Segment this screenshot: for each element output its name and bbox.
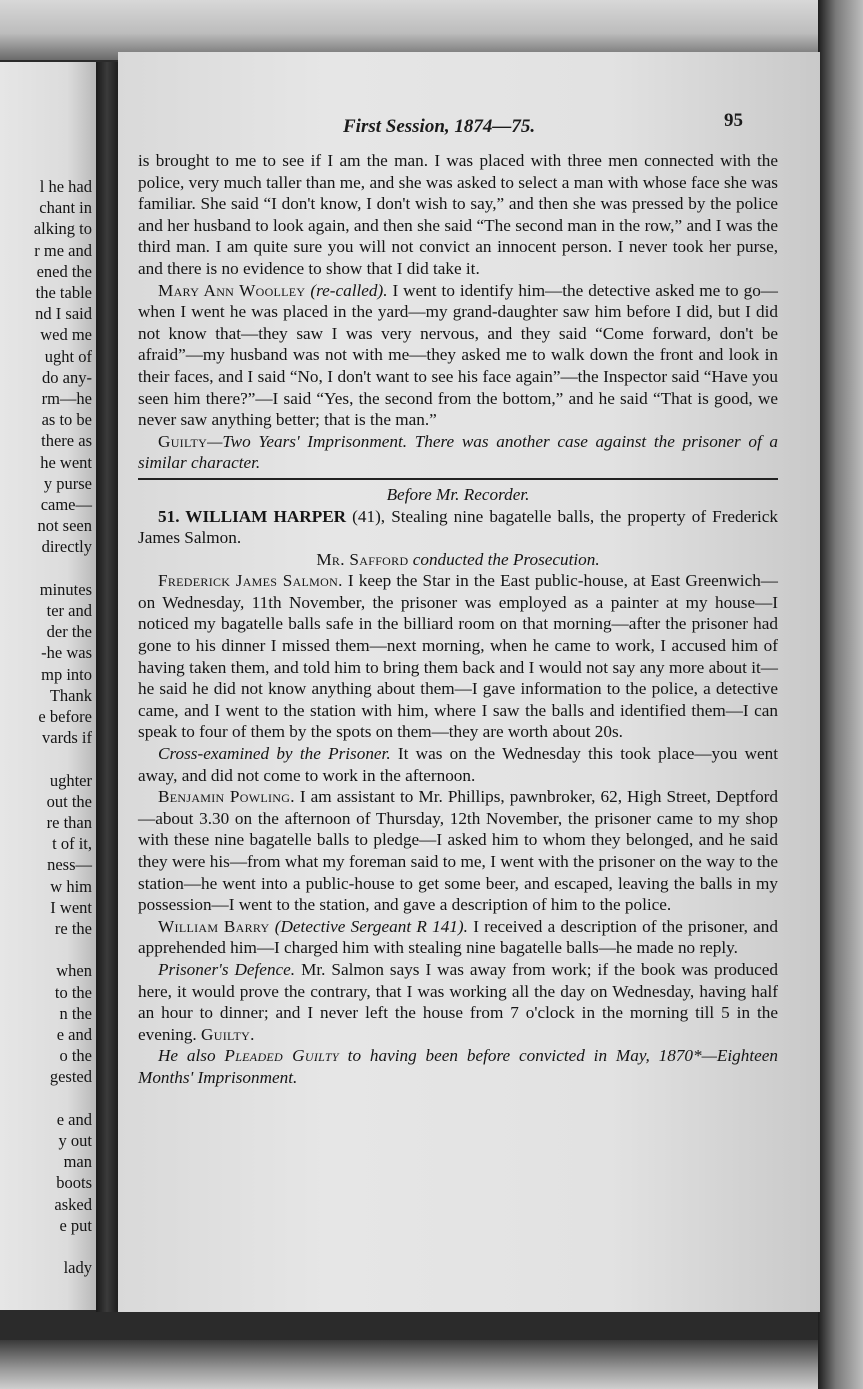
facing-page-line: rm—he xyxy=(41,389,92,408)
prosecutor-name: Mr. Safford xyxy=(316,549,409,569)
facing-page-line: e put xyxy=(59,1215,92,1235)
facing-page-line: came— xyxy=(40,495,92,514)
barry-name: William Barry xyxy=(158,916,270,936)
facing-page-line: e and xyxy=(56,1025,92,1044)
powling-name: Benjamin Powling. xyxy=(158,787,295,807)
facing-page-line: ughter xyxy=(49,770,92,790)
scan-bottom-edge xyxy=(0,1340,863,1389)
facing-page-line: ught of xyxy=(44,346,92,366)
facing-page-line: ness— xyxy=(47,855,92,875)
woolley-testimony xyxy=(138,280,778,431)
facing-page-line: minutes xyxy=(39,579,92,599)
facing-page-line: ter and xyxy=(46,601,92,620)
facing-page-line: chant in xyxy=(39,198,92,218)
case-age: (41), xyxy=(346,506,386,526)
final-part-1: He also xyxy=(158,1046,225,1066)
facing-page-line: alking to xyxy=(33,219,92,239)
prosecution-text: conducted the Prosecution. xyxy=(408,549,600,569)
facing-page-line: do any- xyxy=(42,367,92,387)
facing-page-line: man xyxy=(63,1152,92,1172)
facing-page-line: -he was xyxy=(41,643,92,663)
facing-page-line: Thank xyxy=(49,685,92,705)
prosecution-line xyxy=(138,549,778,571)
facing-page-line: r me and xyxy=(34,240,92,260)
facing-page-line: asked xyxy=(54,1194,92,1214)
facing-page-line: to the xyxy=(54,982,92,1002)
final-part-2: to having been before convicted in May, 1870*—Eighteen Months' Imprisonment. xyxy=(138,1046,778,1087)
facing-page-line: e and xyxy=(56,1109,92,1129)
document-page xyxy=(118,52,820,1312)
case-heading xyxy=(138,506,778,549)
facing-page-line: there as xyxy=(41,431,92,451)
facing-page-line: l he had xyxy=(39,177,92,196)
witness-name: Mary Ann Woolley xyxy=(158,280,306,300)
facing-page-line: y out xyxy=(58,1131,92,1150)
facing-page-line: the table xyxy=(35,283,92,302)
facing-page-line: he went xyxy=(40,452,92,472)
page-number: 95 xyxy=(724,110,743,131)
facing-page-line: wed me xyxy=(40,325,92,345)
facing-page-line: when xyxy=(56,961,92,981)
facing-page-line: der the xyxy=(46,622,92,642)
witness-text: I went to identify him—the detective asked me to go—when I went he was placed in the yard—my grand-daughter saw him before I did, but I did not know that—they saw I was very nervous, and they said “Come forward, don't be afraid”—my husband was not with me—they asked me to walk down the front and look in their faces, and I said “No, I don't want to see his face again”—the Inspector said “Have you seen him there?”—I said “Yes, the second from the bottom,” and he said “That is good, we never saw anything better; that is the man.” xyxy=(138,280,778,430)
case-number-name: 51. WILLIAM HARPER xyxy=(158,506,347,526)
facing-page-line: as to be xyxy=(41,410,92,430)
facing-page-line: not seen xyxy=(37,516,92,536)
cross-examination xyxy=(138,743,778,786)
verdict-text: —Two Years' Imprisonment. There was another case against the prisoner of a similar character. xyxy=(138,431,778,473)
final-sentence xyxy=(138,1045,778,1088)
powling-testimony xyxy=(138,786,778,916)
final-pleaded: Pleaded Guilty xyxy=(224,1046,339,1066)
barry-testimony xyxy=(138,916,778,959)
prisoner-defence xyxy=(138,959,778,1045)
facing-page-line: gested xyxy=(49,1067,92,1087)
facing-page-line: directly xyxy=(41,537,92,557)
case-divider xyxy=(138,478,778,480)
salmon-testimony xyxy=(138,570,778,743)
scan-right-edge xyxy=(818,0,863,1389)
facing-page-line: ened the xyxy=(36,261,92,281)
salmon-text: I keep the Star in the East public-house, at East Greenwich—on Wednesday, 11th November, the prisoner was employed as a painter at my house—I noticed my bagatelle balls safe in the billiard room on that morning—after the prisoner had gone to his dinner I missed them—next morning, when he came to work, I accused him of having taken them, and told him to bring them back and I would not say any more about it—he said he did not know anything about them—I gave information to the police, a detective came, and I went to the station with him, where I saw the balls and identified them—I can speak to four of them by the spots on them—they are worth about 20s. xyxy=(138,571,778,742)
facing-page-line: I went xyxy=(50,897,92,917)
barry-text: I received a description of the prisoner, and apprehended him—I charged him with stealing nine bagatelle balls—he made no reply. xyxy=(138,916,778,958)
facing-page-line: e before xyxy=(38,707,92,726)
facing-page-line: o the xyxy=(59,1046,92,1066)
barry-note: (Detective Sergeant R 141). xyxy=(274,916,468,936)
running-title: First Session, 1874—75. xyxy=(343,116,536,137)
facing-page-line: y purse xyxy=(43,473,92,493)
facing-page-line: w him xyxy=(50,876,92,896)
facing-page-line: vards if xyxy=(42,728,92,748)
cross-text: It was on the Wednesday this took place—you went away, and did not come to work in the afternoon. xyxy=(138,744,778,785)
salmon-name: Frederick James Salmon. xyxy=(158,571,343,591)
facing-page-line: re the xyxy=(54,919,92,938)
cross-label: Cross-examined by the Prisoner. xyxy=(158,744,391,764)
witness-note: (re-called). xyxy=(310,280,388,300)
running-head xyxy=(118,110,820,140)
page-body xyxy=(138,150,778,1089)
case-charge: Stealing nine bagatelle balls, the property of Frederick James Salmon. xyxy=(138,506,778,548)
facing-page-line: lady xyxy=(63,1258,92,1278)
facing-page-line: n the xyxy=(59,1003,92,1023)
woolley-verdict xyxy=(138,431,778,474)
verdict-label: Guilty xyxy=(158,431,208,451)
prisoner-statement: is brought to me to see if I am the man. I was placed with three men connected with the police, very much taller than me, and she was asked to select a man with whose face she was familiar. She said “I don't know, I don't wish to say,” and then she was pressed by the police and her husband to look again, and then she said “The second man in the row,” and I was the third man. I am quite sure you will not convict an innocent person. I never took her purse, and there is no evidence to show that I did take it. xyxy=(138,151,778,278)
facing-page-line: boots xyxy=(56,1173,92,1193)
facing-page-line: nd I said xyxy=(35,304,92,324)
facing-page-line: mp into xyxy=(41,664,92,684)
harper-verdict: Guilty. xyxy=(201,1024,255,1044)
facing-page-line: re than xyxy=(46,813,92,832)
facing-page-fragment xyxy=(0,62,96,1310)
defence-label: Prisoner's Defence. xyxy=(158,959,296,979)
facing-page-line: out the xyxy=(46,791,92,811)
powling-text: I am assistant to Mr. Phillips, pawnbroker, 62, High Street, Deptford—about 3.30 on the afternoon of Thursday, 12th November, the prisoner came to my shop with these nine bagatelle balls to pledge—I asked him to whom they belonged, and he said they were his—from what my foreman said to me, I went with the prisoner on the way to the station—he went into a public-house to get some beer, and escaped, leaving the balls in my possession—I went to the station, and gave a description of him to the police. xyxy=(138,787,778,915)
defence-text: Mr. Salmon says I was away from work; if the book was produced here, it would prove the contrary, that I was working all the day on Wednesday, having half an hour to dinner; and I never left the house from 7 o'clock in the morning till 5 in the evening. xyxy=(138,959,778,1044)
book-gutter xyxy=(96,62,118,1312)
scan-top-edge xyxy=(0,0,863,60)
facing-page-line: t of it, xyxy=(52,834,92,854)
court-heading: Before Mr. Recorder. xyxy=(386,484,530,504)
